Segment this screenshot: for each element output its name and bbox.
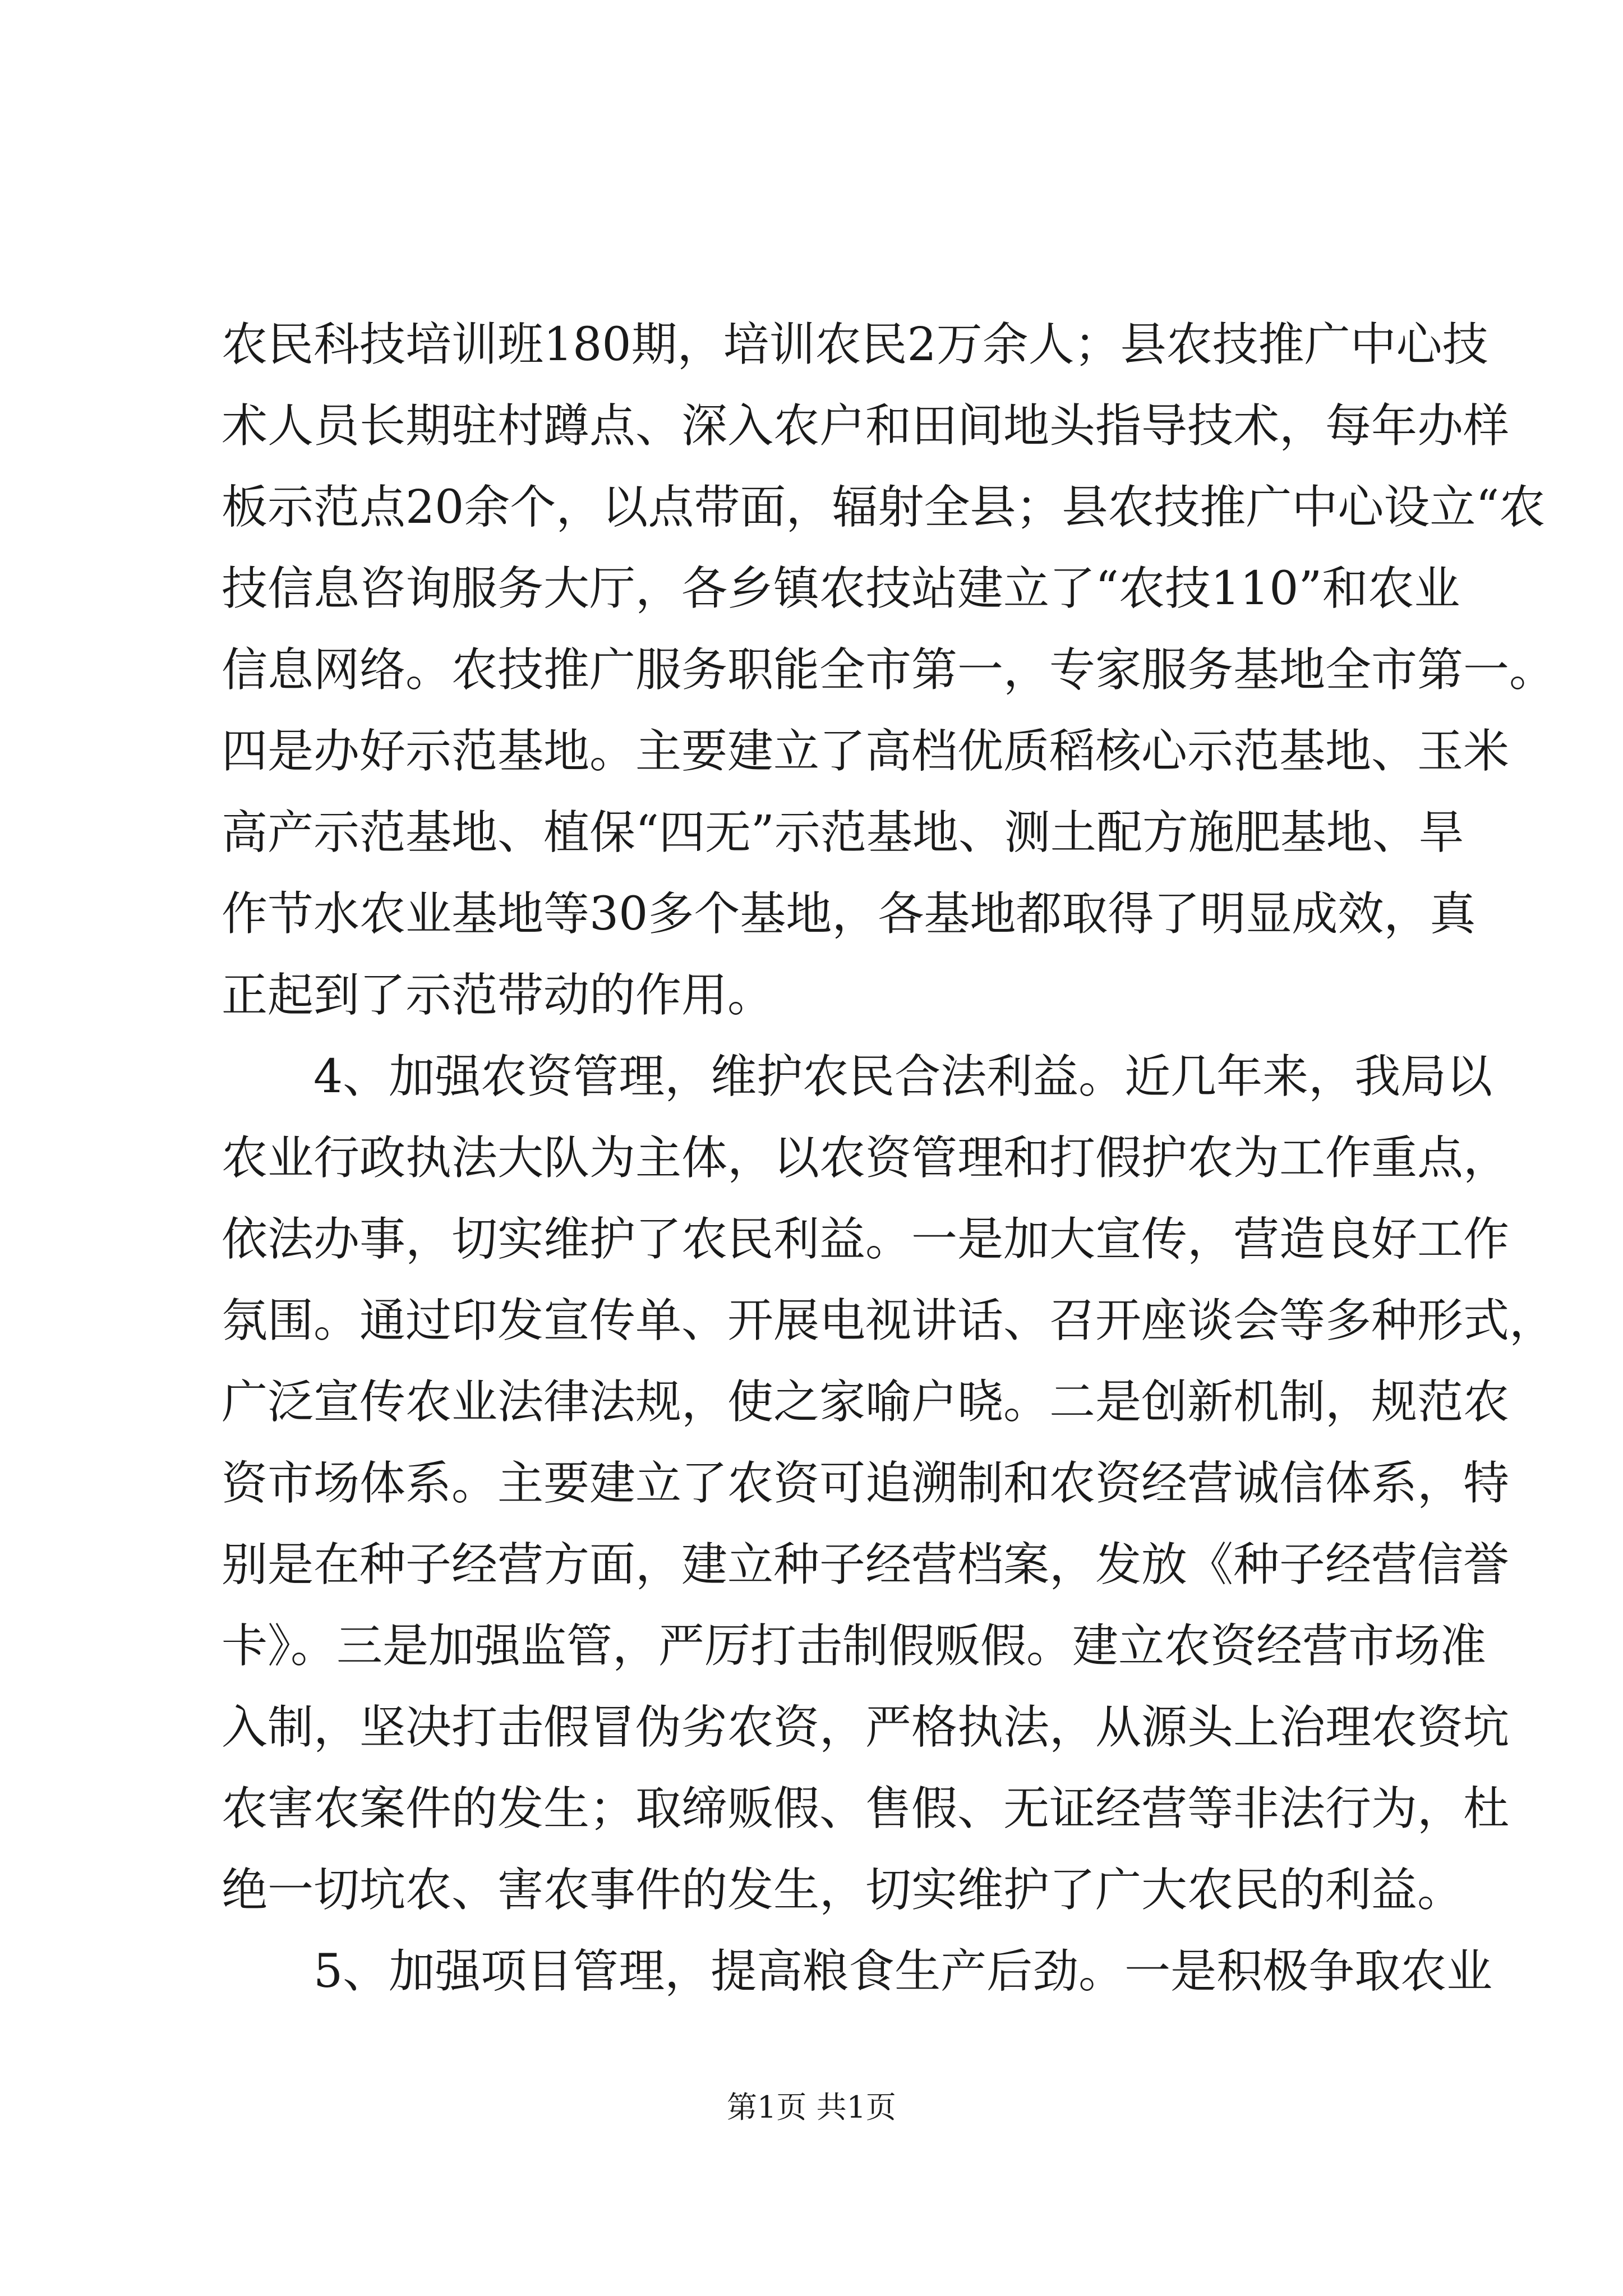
body-text-line: 高产示范基地、植保“四无”示范基地、测土配方施肥基地、旱: [222, 806, 1464, 859]
body-text-line: 别是在种子经营方面，建立种子经营档案，发放《种子经营信誉: [222, 1538, 1510, 1591]
body-text-line: 氛围。通过印发宣传单、开展电视讲话、召开座谈会等多种形式，: [222, 1294, 1556, 1347]
body-text-line: 正起到了示范带动的作用。: [222, 969, 774, 1022]
body-text-line: 4、加强农资管理，维护农民合法利益。近几年来，我局以: [222, 1050, 1493, 1103]
body-text-line: 5、加强项目管理，提高粮食生产后劲。一是积极争取农业: [222, 1945, 1493, 1998]
body-text-line: 术人员长期驻村蹲点、深入农户和田间地头指导技术，每年办样: [222, 399, 1510, 453]
body-text-line: 绝一切坑农、害农事件的发生，切实维护了广大农民的利益。: [222, 1864, 1464, 1917]
body-text-line: 农业行政执法大队为主体，以农资管理和打假护农为工作重点，: [222, 1131, 1510, 1185]
body-text-line: 四是办好示范基地。主要建立了高档优质稻核心示范基地、玉米: [222, 725, 1510, 778]
body-text-line: 资市场体系。主要建立了农资可追溯制和农资经营诚信体系，特: [222, 1457, 1510, 1510]
body-text-line: 板示范点20余个，以点带面，辐射全县；县农技推广中心设立“农: [222, 481, 1546, 534]
body-text-line: 农害农案件的发生；取缔贩假、售假、无证经营等非法行为，杜: [222, 1782, 1510, 1835]
body-text-line: 依法办事，切实维护了农民利益。一是加大宣传，营造良好工作: [222, 1213, 1510, 1266]
body-text-line: 技信息咨询服务大厅，各乡镇农技站建立了“农技110”和农业: [222, 562, 1460, 615]
body-text-line: 作节水农业基地等30多个基地，各基地都取得了明显成效，真: [222, 887, 1476, 941]
body-text-line: 广泛宣传农业法律法规，使之家喻户晓。二是创新机制，规范农: [222, 1375, 1510, 1429]
body-text-line: 卡》。三是加强监管，严厉打击制假贩假。建立农资经营市场准: [222, 1619, 1487, 1673]
page-footer: 第1页 共1页: [727, 2090, 896, 2125]
body-text-line: 信息网络。农技推广服务职能全市第一，专家服务基地全市第一。: [222, 643, 1556, 697]
body-text-line: 入制，坚决打击假冒伪劣农资，严格执法，从源头上治理农资坑: [222, 1701, 1510, 1754]
body-text-line: 农民科技培训班180期，培训农民2万余人；县农技推广中心技: [222, 318, 1488, 371]
